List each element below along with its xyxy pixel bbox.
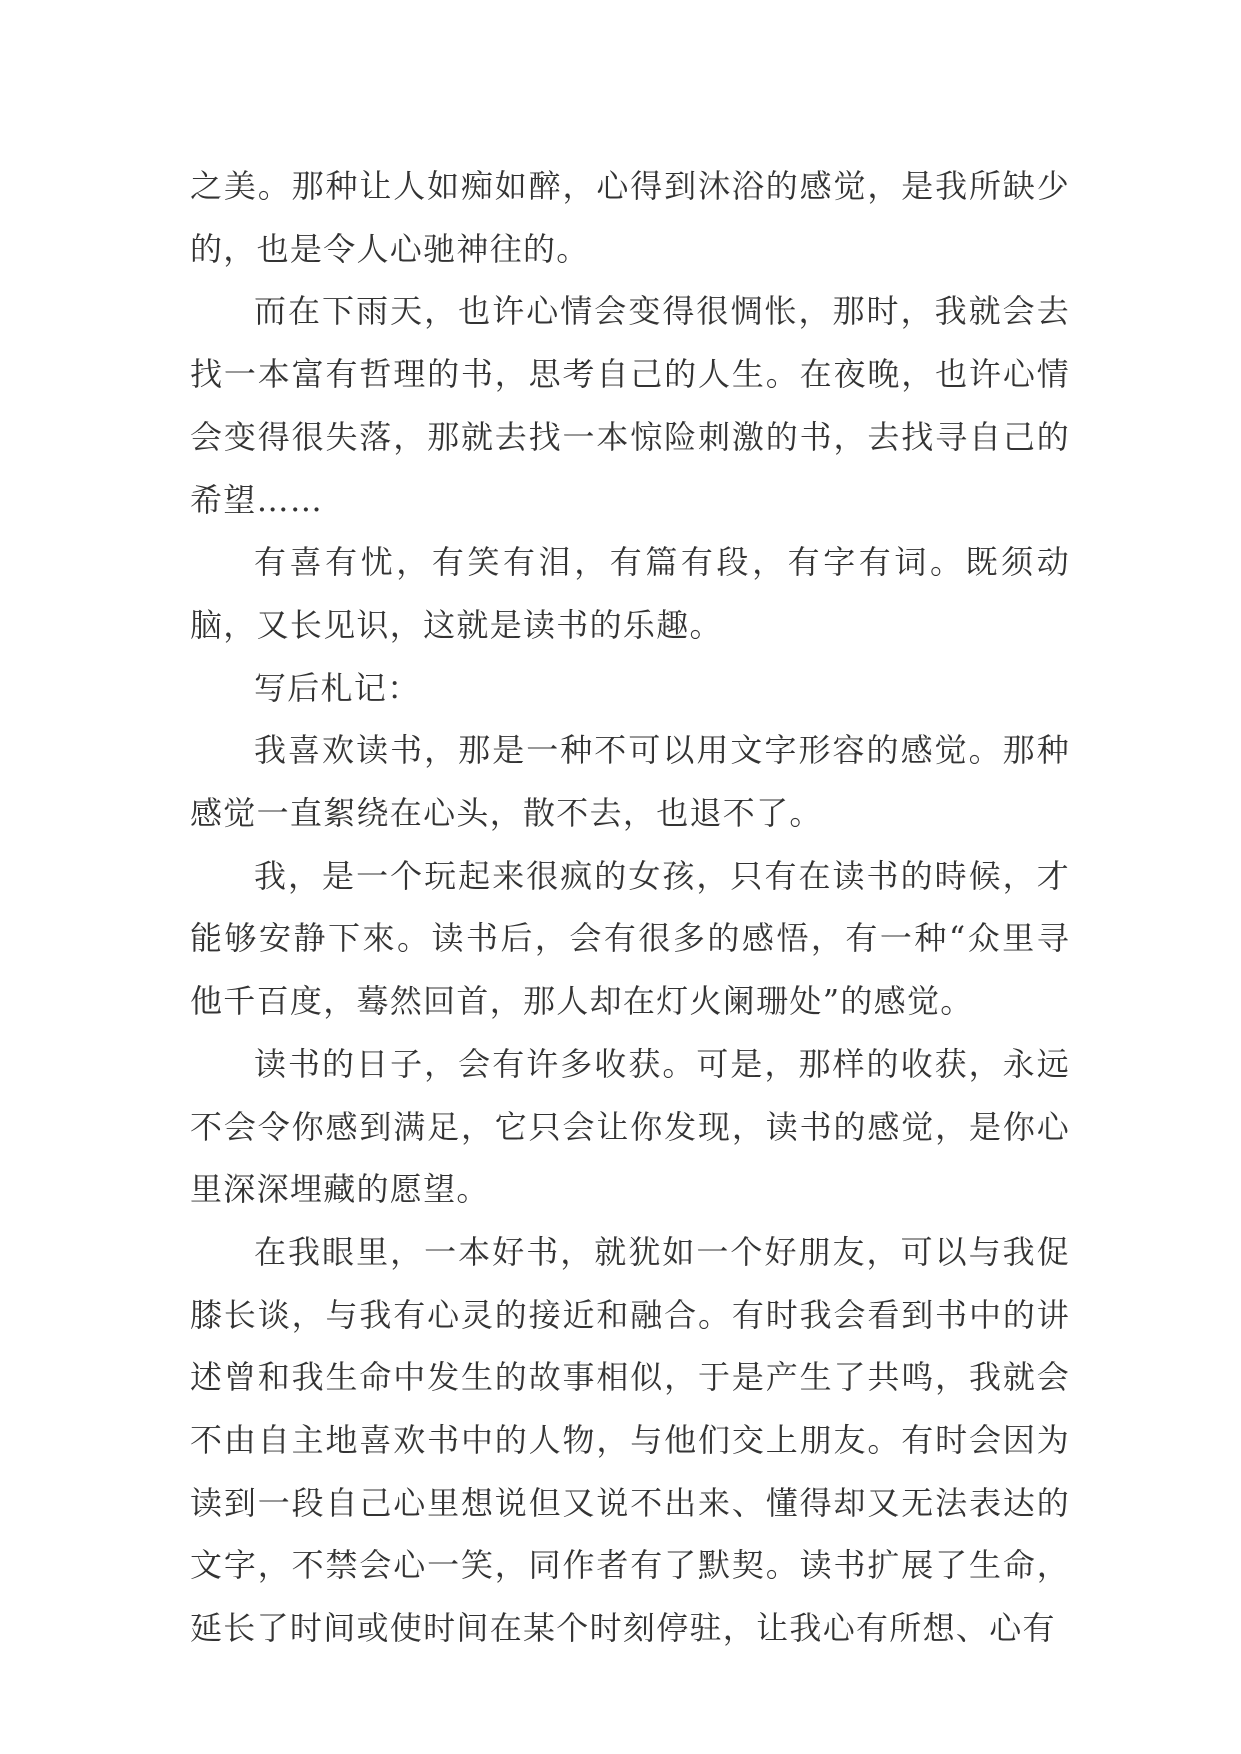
paragraph-6: 我，是一个玩起来很疯的女孩，只有在读书的時候，才能够安静下來。读书后，会有很多的感悟，有一种“众里寻他千百度，蓦然回首，那人却在灯火阑珊处”的感觉。 bbox=[190, 856, 1070, 1021]
document-body bbox=[190, 155, 1070, 1660]
paragraph-5: 我喜欢读书，那是一种不可以用文字形容的感觉。那种感觉一直絮绕在心头，散不去，也退不了。 bbox=[190, 731, 1070, 833]
paragraph-2: 而在下雨天，也许心情会变得很惆怅，那时，我就会去找一本富有哲理的书，思考自己的人生。在夜晚，也许心情会变得很失落，那就去找一本惊险刺激的书，去找寻自己的希望…… bbox=[190, 292, 1070, 519]
paragraph-8: 在我眼里，一本好书，就犹如一个好朋友，可以与我促膝长谈，与我有心灵的接近和融合。有时我会看到书中的讲述曾和我生命中发生的故事相似，于是产生了共鸣，我就会不由自主地喜欢书中的人物，与他们交上朋友。有时会因为读到一段自己心里想说但又说不出来、懂得却又无法表达的文字，不禁会心一笑，同作者有了默契。读书扩展了生命，延长了时间或使时间在某个时刻停驻，让我心有所想、心有 bbox=[190, 1232, 1070, 1648]
paragraph-7: 读书的日子，会有许多收获。可是，那样的收获，永远不会令你感到满足，它只会让你发现，读书的感觉，是你心里深深埋藏的愿望。 bbox=[190, 1044, 1070, 1209]
paragraph-1: 之美。那种让人如痴如醉，心得到沐浴的感觉，是我所缺少的，也是令人心驰神往的。 bbox=[190, 167, 1070, 268]
paragraph-4: 写后札记： bbox=[254, 668, 421, 707]
paragraph-3: 有喜有忧，有笑有泪，有篇有段，有字有词。既须动脑，又长见识，这就是读书的乐趣。 bbox=[190, 543, 1070, 644]
